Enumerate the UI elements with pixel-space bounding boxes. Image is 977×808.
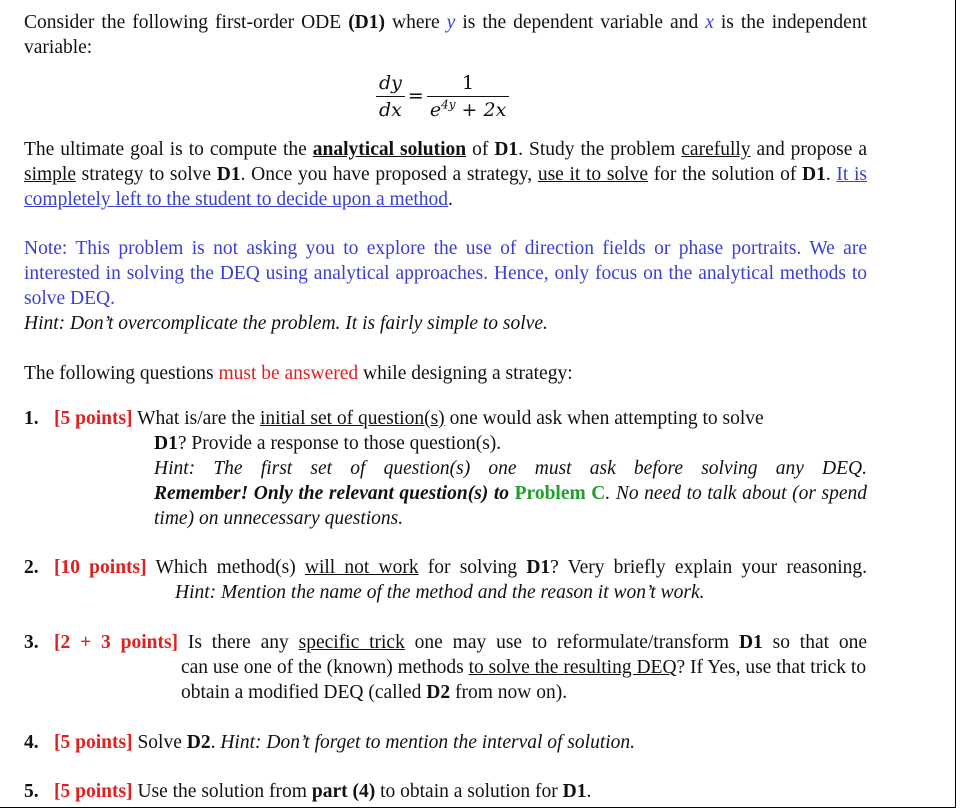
question-5: 5. [5 points] Use the solution from part (4) to obtain a solution for D1. [24, 781, 592, 802]
rhs-denominator: $e^{4y} + 2x$ [427, 96, 509, 123]
question-4: 4. [5 points] Solve D2. Hint: Don’t forget to mention the interval of solution. [24, 732, 636, 753]
rhs-fraction: $\frac{1}{e^{4y} + 2x}$ [427, 70, 509, 123]
goal-paragraph: The ultimate goal is to compute the analytical solution of D1. Study the problem carefully and propose a simple strategy to solve D1. Once you have proposed a strategy, use it to solve for the solution of D1. It is completely left to the student to decide upon a method. [24, 139, 868, 210]
following-questions-intro: The following questions must be answered while designing a strategy: [24, 363, 573, 384]
question-3: 3. [2 + 3 points] Is there any specific trick one may use to reformulate/transform D1 so that one [24, 632, 868, 653]
question-2: 2. [10 points] Which method(s) will not work for solving D1? Very briefly explain your reasoning. Hint: Mention the name of the method and the reason it won’t work. [24, 557, 868, 603]
question-1: 1. [5 points] What is/are the initial set of question(s) one would ask when attempting to solve D1? Provide a response to those question(s). Hint: The first set of question(s) one must ask before solving any DEQ. Remember! Only the relevant question(s) to Problem C. No need to talk about (or spend time) on unnecessary questions. [24, 408, 868, 529]
lhs-fraction: $\frac{dy}{dx}$ [376, 70, 405, 123]
question-3-continued: can use one of the (known) methods to solve the resulting DEQ? If Yes, use that trick to obtain a modified DEQ (called D2 from now on). [181, 657, 867, 703]
note-paragraph: Note: This problem is not asking you to explore the use of direction fields or phase portraits. We are interested in solving the DEQ using analytical approaches. Hence, only focus on the analytical methods to solve DEQ. [24, 238, 867, 309]
note-hint: Hint: Don’t overcomplicate the problem. It is fairly simple to solve. [24, 313, 548, 334]
question-2-hint: Hint: Mention the name of the method and the reason it won’t work. [175, 582, 705, 603]
intro-paragraph: Consider the following first-order ODE (D1) where y is the dependent variable and x is the independent variable: [24, 12, 868, 58]
ode-equation: $\frac{dy}{dx}$ = $\frac{1}{e^{4y} + 2x}$ [376, 68, 536, 124]
method-choice-link: It is completely left to the student to decide upon a method [24, 164, 867, 210]
